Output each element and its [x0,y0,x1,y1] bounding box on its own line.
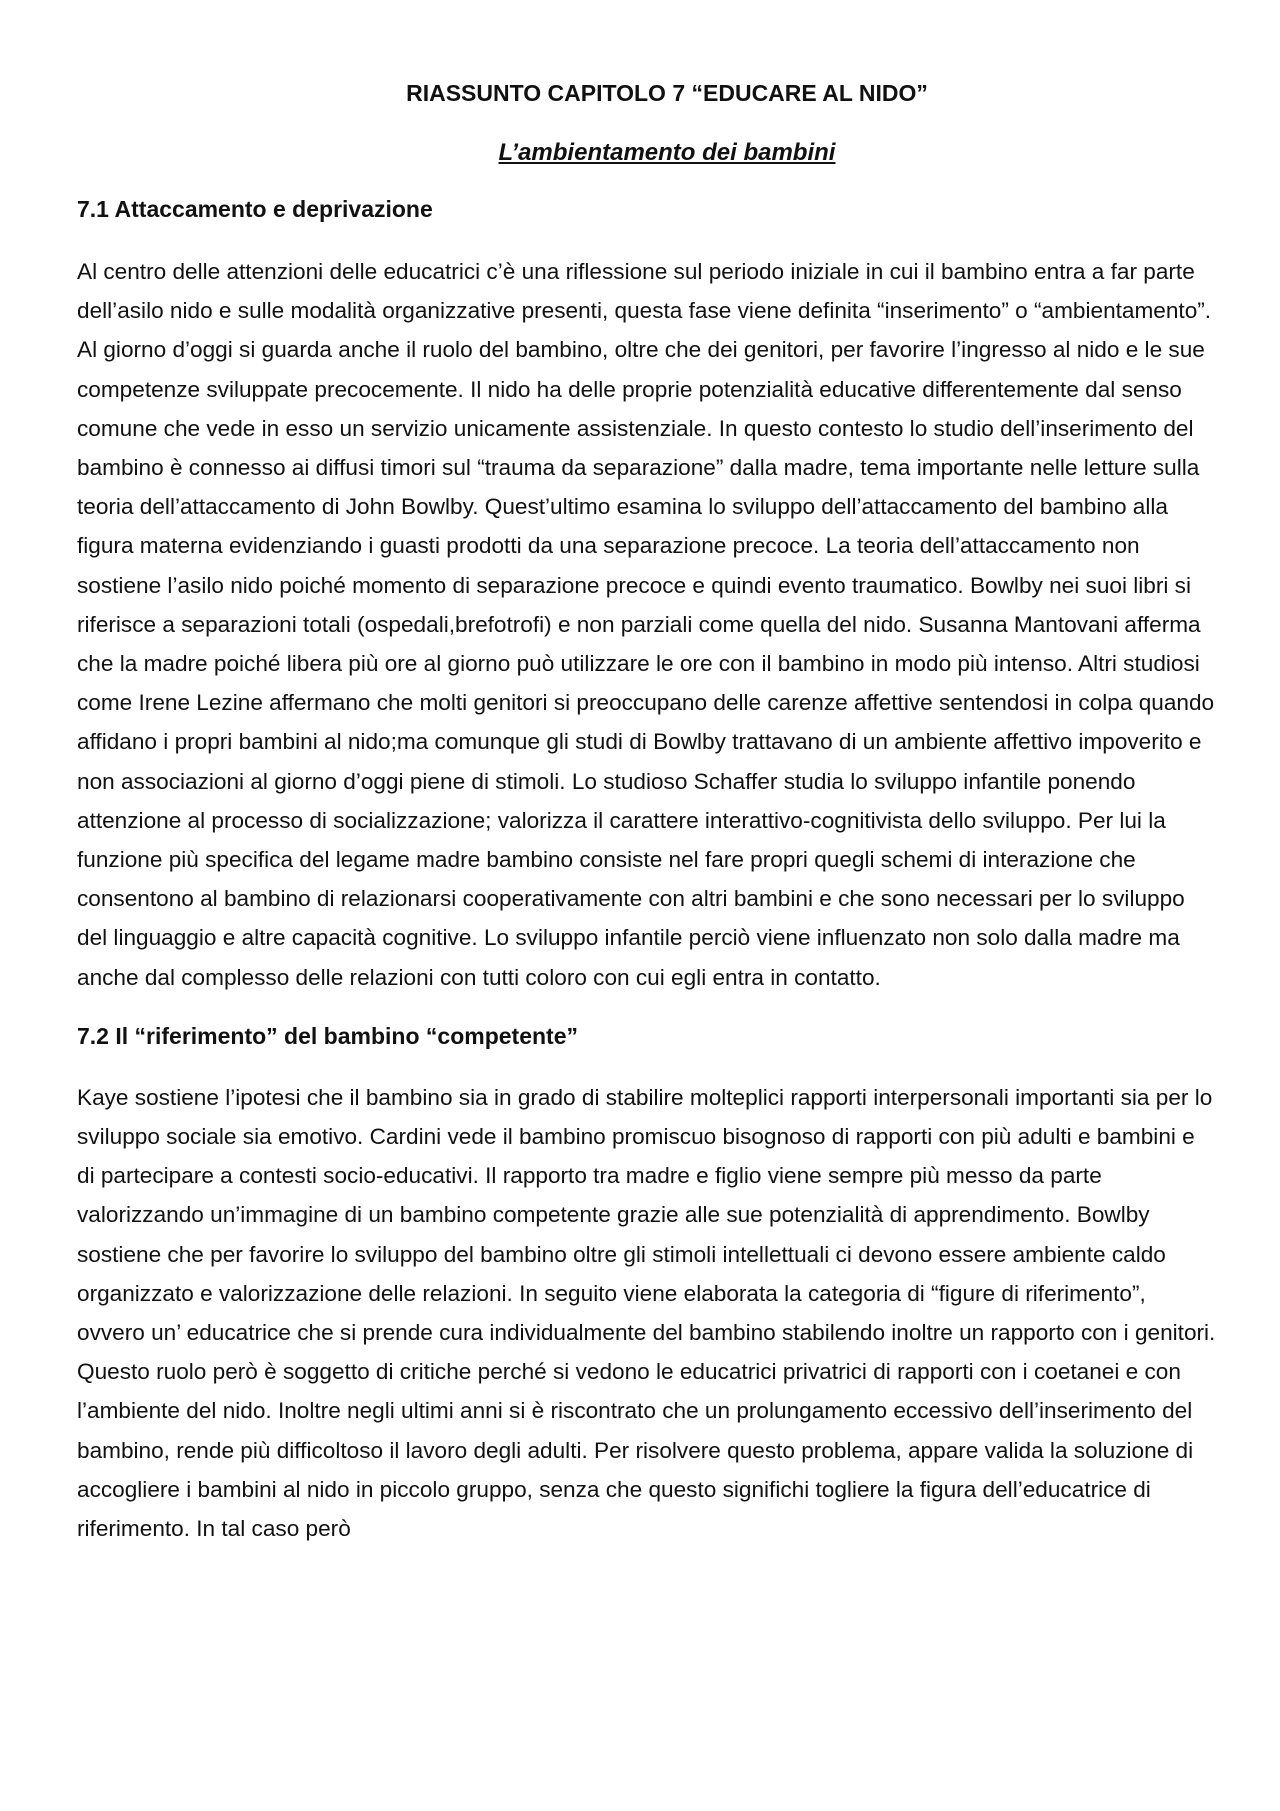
document-page [77,78,1217,1548]
document-subtitle: L’ambientamento dei bambini [498,139,836,166]
section-paragraph-7-2: Kaye sostiene l’ipotesi che il bambino sia in grado di stabilire molteplici rapporti interpersonali importanti sia per lo sviluppo sociale sia emotivo. Cardini vede il bambino promiscuo bisognoso di rapporti con più adulti e bambini e di partecipare a contesti socio-educativi. Il rapporto tra madre e figlio viene sempre più messo da parte valorizzando un’immagine di un bambino competente grazie alle sue potenzialità di apprendimento. Bowlby sostiene che per favorire lo sviluppo del bambino oltre gli stimoli intellettuali ci devono essere ambiente caldo organizzato e valorizzazione delle relazioni. In seguito viene elaborata la categoria di “figure di riferimento”, ovvero un’ educatrice che si prende cura individualmente del bambino stabilendo inoltre un rapporto con i genitori. Questo ruolo però è soggetto di critiche perché si vedono le educatrici privatrici di rapporti con i coetanei e con l’ambiente del nido. Inoltre negli ultimi anni si è riscontrato che un prolungamento eccessivo dell’inserimento del bambino, rende più difficoltoso il lavoro degli adulti. Per risolvere questo problema, appare valida la soluzione di accogliere i bambini al nido in piccolo gruppo, senza che questo significhi togliere la figura dell’educatrice di riferimento. In tal caso però [77,1084,1216,1542]
section-paragraph-7-1: Al centro delle attenzioni delle educatrici c’è una riflessione sul periodo iniziale in cui il bambino entra a far parte dell’asilo nido e sulle modalità organizzative presenti, questa fase viene definita “inserimento” o “ambientamento”. Al giorno d’oggi si guarda anche il ruolo del bambino, oltre che dei genitori, per favorire l’ingresso al nido e le sue competenze sviluppate precocemente. Il nido ha delle proprie potenzialità educative differentemente dal senso comune che vede in esso un servizio unicamente assistenziale. In questo contesto lo studio dell’inserimento del bambino è connesso ai diffusi timori sul “trauma da separazione” dalla madre, tema importante nelle letture sulla teoria dell’attaccamento di John Bowlby. Quest’ultimo esamina lo sviluppo dell’attaccamento del bambino alla figura materna evidenziando i guasti prodotti da una separazione precoce. La teoria dell’attaccamento non sostiene l’asilo nido poiché momento di separazione precoce e quindi evento traumatico. Bowlby nei suoi libri si riferisce a separazioni totali (ospedali,brefotrofi) e non parziali come quella del nido. Susanna Mantovani afferma che la madre poiché libera più ore al giorno può utilizzare le ore con il bambino in modo più intenso. Altri studiosi come Irene Lezine affermano che molti genitori si preoccupano delle carenze affettive sentendosi in colpa quando affidano i propri bambini al nido;ma comunque gli studi di Bowlby trattavano di un ambiente affettivo impoverito e non associazioni al giorno d’oggi piene di stimoli. Lo studioso Schaffer studia lo sviluppo infantile ponendo attenzione al processo di socializzazione; valorizza il carattere interattivo-cognitivista dello sviluppo. Per lui la funzione più specifica del legame madre bambino consiste nel fare propri quegli schemi di interazione che consentono al bambino di relazionarsi cooperativamente con altri bambini e che sono necessari per lo sviluppo del linguaggio e altre capacità cognitive. Lo sviluppo infantile perciò viene influenzato non solo dalla madre ma anche dal complesso delle relazioni con tutti coloro con cui egli entra in contatto. [77,259,1215,990]
document-title: RIASSUNTO CAPITOLO 7 “EDUCARE AL NIDO” [406,80,928,106]
section-heading-7-2: 7.2 Il “riferimento” del bambino “competente” [77,1022,578,1049]
section-heading-7-1: 7.1 Attaccamento e deprivazione [77,196,433,222]
